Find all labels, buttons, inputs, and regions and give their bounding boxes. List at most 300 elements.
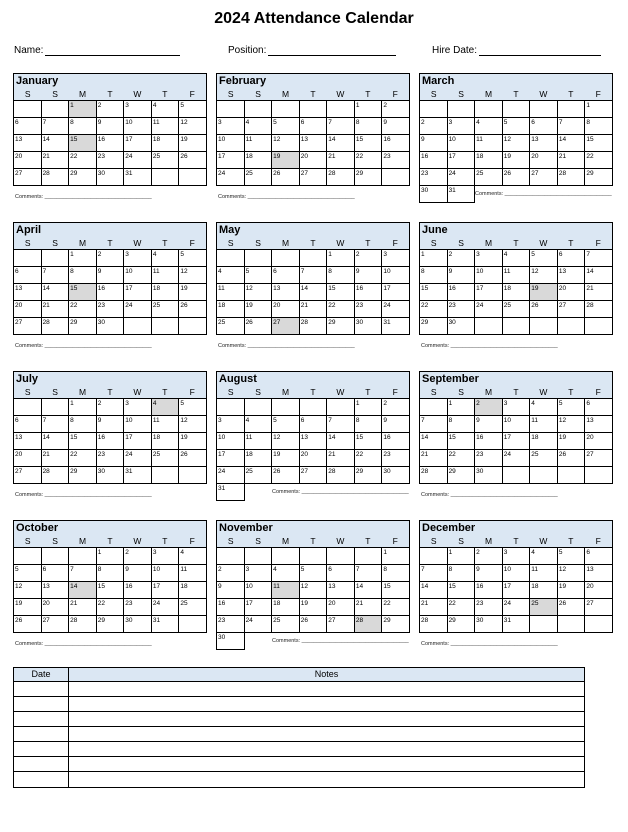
day-cell[interactable]: 30: [420, 186, 448, 203]
day-cell[interactable]: 24: [245, 616, 273, 633]
day-cell[interactable]: 9: [97, 267, 125, 284]
day-cell[interactable]: 25: [152, 450, 180, 467]
day-cell[interactable]: 10: [475, 267, 503, 284]
day-cell[interactable]: 21: [420, 450, 448, 467]
day-cell[interactable]: 20: [585, 433, 613, 450]
day-cell[interactable]: 15: [69, 433, 97, 450]
day-cell[interactable]: 17: [152, 582, 180, 599]
day-cell[interactable]: 4: [152, 399, 180, 416]
day-cell[interactable]: 28: [420, 467, 448, 484]
day-cell[interactable]: 5: [558, 548, 586, 565]
day-cell[interactable]: 23: [448, 301, 476, 318]
day-cell[interactable]: 22: [69, 301, 97, 318]
day-cell[interactable]: 3: [503, 548, 531, 565]
day-cell[interactable]: 3: [124, 399, 152, 416]
day-cell[interactable]: 12: [272, 135, 300, 152]
day-cell[interactable]: 11: [152, 118, 180, 135]
day-cell[interactable]: 26: [503, 169, 531, 186]
day-cell[interactable]: 5: [245, 267, 273, 284]
day-cell[interactable]: 9: [382, 118, 410, 135]
day-cell[interactable]: 3: [448, 118, 476, 135]
day-cell[interactable]: 8: [382, 565, 410, 582]
day-cell[interactable]: 28: [327, 169, 355, 186]
comments-line[interactable]: Comments: ___________________________________: [272, 638, 409, 644]
day-cell[interactable]: 14: [585, 267, 613, 284]
day-cell[interactable]: 29: [69, 467, 97, 484]
day-cell[interactable]: 31: [448, 186, 476, 203]
day-cell[interactable]: 20: [300, 450, 328, 467]
day-cell[interactable]: 8: [420, 267, 448, 284]
day-cell[interactable]: 21: [558, 152, 586, 169]
day-cell[interactable]: 21: [69, 599, 97, 616]
day-cell[interactable]: 8: [355, 416, 383, 433]
day-cell[interactable]: 2: [448, 250, 476, 267]
notes-row[interactable]: [14, 757, 584, 772]
day-cell[interactable]: 27: [14, 318, 42, 335]
day-cell[interactable]: 12: [300, 582, 328, 599]
day-cell[interactable]: 6: [14, 118, 42, 135]
day-cell[interactable]: 7: [42, 267, 70, 284]
day-cell[interactable]: 8: [448, 565, 476, 582]
day-cell[interactable]: 9: [475, 565, 503, 582]
day-cell[interactable]: 23: [382, 152, 410, 169]
day-cell[interactable]: 5: [558, 399, 586, 416]
day-cell[interactable]: 12: [179, 416, 207, 433]
notes-cell[interactable]: [69, 712, 584, 726]
day-cell[interactable]: 4: [530, 548, 558, 565]
day-cell[interactable]: 25: [475, 169, 503, 186]
day-cell[interactable]: 12: [179, 267, 207, 284]
day-cell[interactable]: 11: [179, 565, 207, 582]
day-cell[interactable]: 22: [355, 152, 383, 169]
comments-line[interactable]: Comments: ___________________________________: [475, 191, 612, 197]
day-cell[interactable]: 14: [327, 135, 355, 152]
day-cell[interactable]: 6: [300, 416, 328, 433]
day-cell[interactable]: 3: [124, 250, 152, 267]
day-cell[interactable]: 30: [355, 318, 383, 335]
day-cell[interactable]: 10: [124, 118, 152, 135]
day-cell[interactable]: 31: [124, 169, 152, 186]
day-cell[interactable]: 24: [124, 301, 152, 318]
date-cell[interactable]: [14, 712, 69, 726]
day-cell[interactable]: 23: [475, 450, 503, 467]
day-cell[interactable]: 4: [179, 548, 207, 565]
day-cell[interactable]: 2: [97, 101, 125, 118]
day-cell[interactable]: 15: [97, 582, 125, 599]
day-cell[interactable]: 30: [97, 467, 125, 484]
day-cell[interactable]: 28: [327, 467, 355, 484]
day-cell[interactable]: 6: [42, 565, 70, 582]
day-cell[interactable]: 20: [558, 284, 586, 301]
day-cell[interactable]: 25: [179, 599, 207, 616]
day-cell[interactable]: 9: [97, 118, 125, 135]
day-cell[interactable]: 1: [585, 101, 613, 118]
day-cell[interactable]: 3: [217, 118, 245, 135]
day-cell[interactable]: 31: [124, 467, 152, 484]
day-cell[interactable]: 22: [327, 301, 355, 318]
day-cell[interactable]: 23: [355, 301, 383, 318]
day-cell[interactable]: 22: [585, 152, 613, 169]
day-cell[interactable]: 3: [217, 416, 245, 433]
day-cell[interactable]: 22: [448, 450, 476, 467]
day-cell[interactable]: 23: [124, 599, 152, 616]
day-cell[interactable]: 12: [558, 565, 586, 582]
position-field[interactable]: [228, 45, 396, 56]
day-cell[interactable]: 8: [327, 267, 355, 284]
day-cell[interactable]: 16: [97, 135, 125, 152]
day-cell[interactable]: 11: [530, 416, 558, 433]
day-cell[interactable]: 16: [420, 152, 448, 169]
day-cell[interactable]: 4: [152, 101, 180, 118]
day-cell[interactable]: 14: [42, 135, 70, 152]
day-cell[interactable]: 6: [14, 267, 42, 284]
day-cell[interactable]: 6: [327, 565, 355, 582]
day-cell[interactable]: 29: [97, 616, 125, 633]
day-cell[interactable]: 19: [14, 599, 42, 616]
day-cell[interactable]: 14: [420, 433, 448, 450]
day-cell[interactable]: 1: [69, 399, 97, 416]
day-cell[interactable]: 25: [530, 450, 558, 467]
day-cell[interactable]: 11: [245, 135, 273, 152]
day-cell[interactable]: 27: [14, 169, 42, 186]
day-cell[interactable]: 9: [355, 267, 383, 284]
day-cell[interactable]: 9: [124, 565, 152, 582]
day-cell[interactable]: 8: [97, 565, 125, 582]
day-cell[interactable]: 24: [217, 467, 245, 484]
day-cell[interactable]: 27: [585, 450, 613, 467]
day-cell[interactable]: 13: [585, 416, 613, 433]
day-cell[interactable]: 1: [355, 101, 383, 118]
day-cell[interactable]: 21: [300, 301, 328, 318]
day-cell[interactable]: 29: [448, 616, 476, 633]
day-cell[interactable]: 11: [152, 416, 180, 433]
day-cell[interactable]: 1: [420, 250, 448, 267]
day-cell[interactable]: 28: [42, 467, 70, 484]
day-cell[interactable]: 26: [530, 301, 558, 318]
day-cell[interactable]: 24: [475, 301, 503, 318]
day-cell[interactable]: 28: [42, 169, 70, 186]
day-cell[interactable]: 18: [152, 433, 180, 450]
day-cell[interactable]: 21: [585, 284, 613, 301]
day-cell[interactable]: 26: [558, 599, 586, 616]
day-cell[interactable]: 16: [475, 582, 503, 599]
day-cell[interactable]: 31: [382, 318, 410, 335]
day-cell[interactable]: 10: [382, 267, 410, 284]
notes-cell[interactable]: [69, 742, 584, 756]
day-cell[interactable]: 4: [503, 250, 531, 267]
day-cell[interactable]: 24: [503, 450, 531, 467]
day-cell[interactable]: 16: [475, 433, 503, 450]
day-cell[interactable]: 1: [382, 548, 410, 565]
day-cell[interactable]: 30: [475, 467, 503, 484]
day-cell[interactable]: 18: [217, 301, 245, 318]
day-cell[interactable]: 13: [300, 433, 328, 450]
day-cell[interactable]: 12: [245, 284, 273, 301]
day-cell[interactable]: 27: [558, 301, 586, 318]
day-cell[interactable]: 28: [420, 616, 448, 633]
day-cell[interactable]: 3: [503, 399, 531, 416]
day-cell[interactable]: 29: [585, 169, 613, 186]
day-cell[interactable]: 19: [503, 152, 531, 169]
notes-row[interactable]: [14, 742, 584, 757]
day-cell[interactable]: 11: [530, 565, 558, 582]
day-cell[interactable]: 13: [42, 582, 70, 599]
day-cell[interactable]: 19: [558, 433, 586, 450]
day-cell[interactable]: 18: [152, 135, 180, 152]
day-cell[interactable]: 20: [14, 152, 42, 169]
day-cell[interactable]: 18: [245, 450, 273, 467]
day-cell[interactable]: 26: [558, 450, 586, 467]
day-cell[interactable]: 26: [179, 301, 207, 318]
day-cell[interactable]: 13: [14, 284, 42, 301]
day-cell[interactable]: 11: [272, 582, 300, 599]
day-cell[interactable]: 3: [152, 548, 180, 565]
day-cell[interactable]: 26: [245, 318, 273, 335]
comments-line[interactable]: Comments: ___________________________________: [421, 343, 558, 349]
day-cell[interactable]: 29: [69, 169, 97, 186]
day-cell[interactable]: 17: [124, 284, 152, 301]
day-cell[interactable]: 15: [420, 284, 448, 301]
day-cell[interactable]: 24: [124, 450, 152, 467]
day-cell[interactable]: 31: [217, 484, 245, 501]
day-cell[interactable]: 27: [42, 616, 70, 633]
day-cell[interactable]: 30: [475, 616, 503, 633]
day-cell[interactable]: 26: [272, 467, 300, 484]
day-cell[interactable]: 1: [97, 548, 125, 565]
day-cell[interactable]: 11: [475, 135, 503, 152]
date-cell[interactable]: [14, 682, 69, 696]
day-cell[interactable]: 10: [217, 135, 245, 152]
day-cell[interactable]: 1: [327, 250, 355, 267]
day-cell[interactable]: 14: [420, 582, 448, 599]
day-cell[interactable]: 16: [97, 284, 125, 301]
day-cell[interactable]: 7: [420, 416, 448, 433]
day-cell[interactable]: 9: [382, 416, 410, 433]
day-cell[interactable]: 14: [558, 135, 586, 152]
day-cell[interactable]: 14: [42, 433, 70, 450]
day-cell[interactable]: 29: [420, 318, 448, 335]
day-cell[interactable]: 20: [300, 152, 328, 169]
day-cell[interactable]: 21: [327, 152, 355, 169]
day-cell[interactable]: 7: [69, 565, 97, 582]
day-cell[interactable]: 2: [97, 399, 125, 416]
day-cell[interactable]: 27: [300, 169, 328, 186]
day-cell[interactable]: 23: [97, 450, 125, 467]
day-cell[interactable]: 23: [382, 450, 410, 467]
day-cell[interactable]: 25: [152, 152, 180, 169]
day-cell[interactable]: 5: [300, 565, 328, 582]
day-cell[interactable]: 15: [327, 284, 355, 301]
notes-row[interactable]: [14, 772, 584, 787]
day-cell[interactable]: 18: [179, 582, 207, 599]
day-cell[interactable]: 17: [382, 284, 410, 301]
day-cell[interactable]: 29: [382, 616, 410, 633]
day-cell[interactable]: 6: [300, 118, 328, 135]
notes-cell[interactable]: [69, 682, 584, 696]
day-cell[interactable]: 5: [179, 399, 207, 416]
day-cell[interactable]: 7: [420, 565, 448, 582]
day-cell[interactable]: 7: [42, 416, 70, 433]
day-cell[interactable]: 20: [327, 599, 355, 616]
day-cell[interactable]: 24: [152, 599, 180, 616]
day-cell[interactable]: 4: [475, 118, 503, 135]
day-cell[interactable]: 19: [179, 433, 207, 450]
day-cell[interactable]: 19: [530, 284, 558, 301]
day-cell[interactable]: 2: [124, 548, 152, 565]
day-cell[interactable]: 19: [179, 284, 207, 301]
day-cell[interactable]: 2: [97, 250, 125, 267]
day-cell[interactable]: 19: [558, 582, 586, 599]
day-cell[interactable]: 30: [217, 633, 245, 650]
day-cell[interactable]: 29: [327, 318, 355, 335]
day-cell[interactable]: 15: [69, 135, 97, 152]
day-cell[interactable]: 25: [245, 467, 273, 484]
day-cell[interactable]: 1: [448, 548, 476, 565]
day-cell[interactable]: 2: [475, 399, 503, 416]
day-cell[interactable]: 6: [585, 548, 613, 565]
day-cell[interactable]: 1: [355, 399, 383, 416]
day-cell[interactable]: 2: [420, 118, 448, 135]
day-cell[interactable]: 15: [355, 433, 383, 450]
day-cell[interactable]: 20: [530, 152, 558, 169]
comments-line[interactable]: Comments: ___________________________________: [421, 641, 558, 647]
day-cell[interactable]: 5: [179, 101, 207, 118]
day-cell[interactable]: 6: [14, 416, 42, 433]
day-cell[interactable]: 25: [503, 301, 531, 318]
day-cell[interactable]: 16: [124, 582, 152, 599]
day-cell[interactable]: 12: [558, 416, 586, 433]
day-cell[interactable]: 13: [530, 135, 558, 152]
day-cell[interactable]: 2: [382, 101, 410, 118]
notes-row[interactable]: [14, 727, 584, 742]
day-cell[interactable]: 22: [420, 301, 448, 318]
day-cell[interactable]: 18: [475, 152, 503, 169]
comments-line[interactable]: Comments: ___________________________________: [218, 343, 355, 349]
day-cell[interactable]: 1: [69, 250, 97, 267]
day-cell[interactable]: 16: [382, 135, 410, 152]
notes-cell[interactable]: [69, 772, 584, 787]
day-cell[interactable]: 27: [585, 599, 613, 616]
day-cell[interactable]: 2: [355, 250, 383, 267]
day-cell[interactable]: 27: [14, 467, 42, 484]
day-cell[interactable]: 22: [97, 599, 125, 616]
day-cell[interactable]: 6: [558, 250, 586, 267]
day-cell[interactable]: 16: [97, 433, 125, 450]
day-cell[interactable]: 3: [124, 101, 152, 118]
day-cell[interactable]: 6: [272, 267, 300, 284]
day-cell[interactable]: 10: [124, 416, 152, 433]
day-cell[interactable]: 7: [300, 267, 328, 284]
date-cell[interactable]: [14, 772, 69, 787]
day-cell[interactable]: 7: [355, 565, 383, 582]
day-cell[interactable]: 17: [217, 450, 245, 467]
day-cell[interactable]: 3: [382, 250, 410, 267]
day-cell[interactable]: 2: [475, 548, 503, 565]
day-cell[interactable]: 21: [327, 450, 355, 467]
notes-row[interactable]: [14, 682, 584, 697]
notes-cell[interactable]: [69, 697, 584, 711]
day-cell[interactable]: 26: [300, 616, 328, 633]
day-cell[interactable]: 14: [327, 433, 355, 450]
day-cell[interactable]: 27: [530, 169, 558, 186]
comments-line[interactable]: Comments: ___________________________________: [421, 492, 558, 498]
day-cell[interactable]: 31: [503, 616, 531, 633]
day-cell[interactable]: 14: [42, 284, 70, 301]
day-cell[interactable]: 11: [217, 284, 245, 301]
day-cell[interactable]: 20: [14, 301, 42, 318]
day-cell[interactable]: 14: [300, 284, 328, 301]
day-cell[interactable]: 9: [420, 135, 448, 152]
day-cell[interactable]: 28: [355, 616, 383, 633]
day-cell[interactable]: 22: [382, 599, 410, 616]
day-cell[interactable]: 18: [530, 582, 558, 599]
day-cell[interactable]: 4: [245, 416, 273, 433]
day-cell[interactable]: 18: [245, 152, 273, 169]
day-cell[interactable]: 8: [69, 267, 97, 284]
day-cell[interactable]: 21: [355, 599, 383, 616]
day-cell[interactable]: 19: [300, 599, 328, 616]
day-cell[interactable]: 24: [448, 169, 476, 186]
notes-row[interactable]: [14, 697, 584, 712]
day-cell[interactable]: 17: [245, 599, 273, 616]
day-cell[interactable]: 15: [448, 433, 476, 450]
day-cell[interactable]: 18: [503, 284, 531, 301]
day-cell[interactable]: 9: [448, 267, 476, 284]
day-cell[interactable]: 14: [355, 582, 383, 599]
day-cell[interactable]: 12: [272, 433, 300, 450]
day-cell[interactable]: 17: [475, 284, 503, 301]
day-cell[interactable]: 31: [152, 616, 180, 633]
day-cell[interactable]: 17: [124, 433, 152, 450]
day-cell[interactable]: 5: [14, 565, 42, 582]
hire-date-field[interactable]: [432, 45, 601, 56]
day-cell[interactable]: 26: [179, 450, 207, 467]
day-cell[interactable]: 15: [448, 582, 476, 599]
day-cell[interactable]: 9: [217, 582, 245, 599]
day-cell[interactable]: 27: [300, 467, 328, 484]
day-cell[interactable]: 13: [14, 433, 42, 450]
day-cell[interactable]: 27: [327, 616, 355, 633]
day-cell[interactable]: 25: [530, 599, 558, 616]
day-cell[interactable]: 2: [382, 399, 410, 416]
day-cell[interactable]: 25: [217, 318, 245, 335]
day-cell[interactable]: 3: [245, 565, 273, 582]
comments-line[interactable]: Comments: ___________________________________: [15, 492, 152, 498]
day-cell[interactable]: 8: [448, 416, 476, 433]
day-cell[interactable]: 21: [42, 152, 70, 169]
day-cell[interactable]: 17: [217, 152, 245, 169]
day-cell[interactable]: 9: [475, 416, 503, 433]
day-cell[interactable]: 7: [327, 416, 355, 433]
day-cell[interactable]: 16: [382, 433, 410, 450]
day-cell[interactable]: 5: [272, 416, 300, 433]
day-cell[interactable]: 8: [355, 118, 383, 135]
day-cell[interactable]: 19: [245, 301, 273, 318]
day-cell[interactable]: 25: [245, 169, 273, 186]
day-cell[interactable]: 13: [300, 135, 328, 152]
day-cell[interactable]: 26: [179, 152, 207, 169]
day-cell[interactable]: 19: [272, 450, 300, 467]
day-cell[interactable]: 18: [272, 599, 300, 616]
day-cell[interactable]: 5: [530, 250, 558, 267]
day-cell[interactable]: 16: [355, 284, 383, 301]
notes-cell[interactable]: [69, 727, 584, 741]
day-cell[interactable]: 20: [272, 301, 300, 318]
day-cell[interactable]: 24: [217, 169, 245, 186]
day-cell[interactable]: 10: [217, 433, 245, 450]
day-cell[interactable]: 22: [448, 599, 476, 616]
day-cell[interactable]: 7: [558, 118, 586, 135]
